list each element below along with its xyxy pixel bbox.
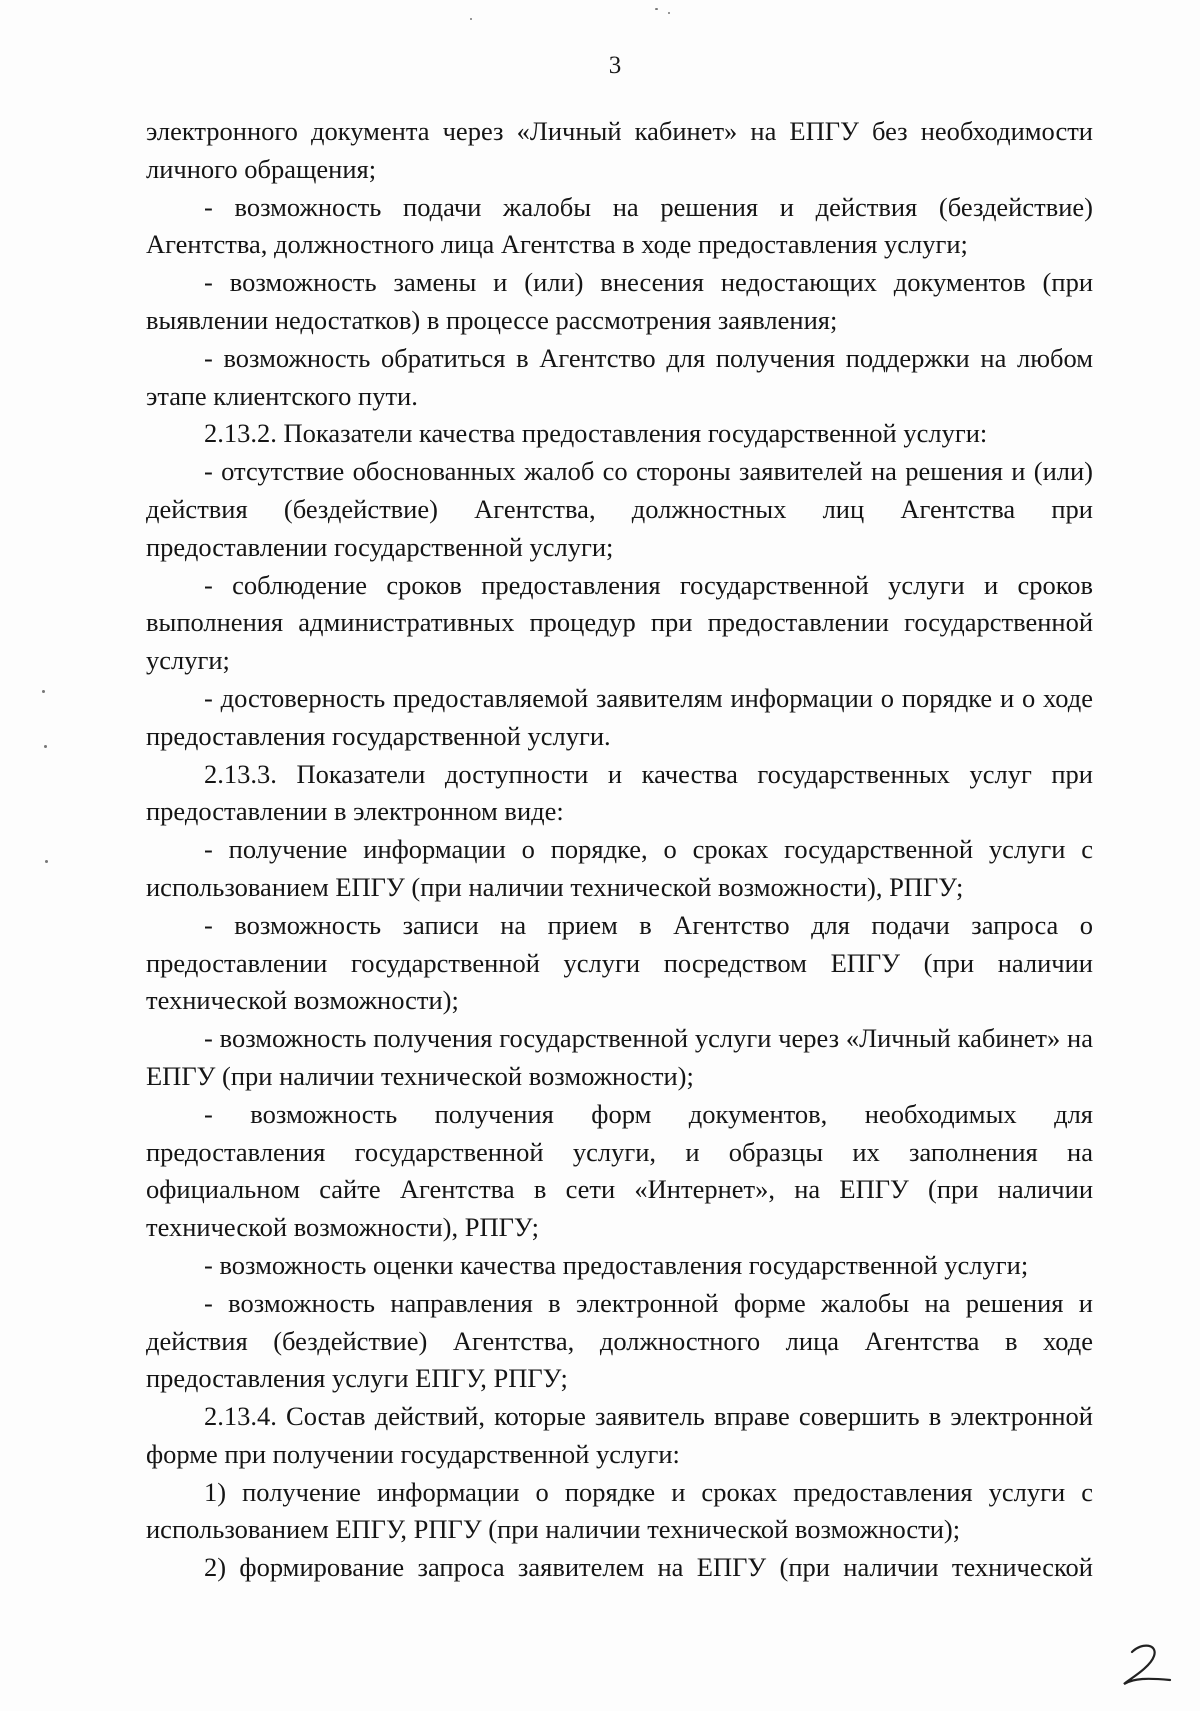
scan-speck — [45, 860, 48, 863]
paragraph: - возможность направления в электронной форме жалобы на решения и действия (бездействие) Агентства, должностного лица Агентства в ходе предоставления услуги ЕПГУ, РПГУ; — [146, 1287, 1093, 1394]
scan-speck — [44, 745, 47, 748]
handwritten-initial — [1118, 1640, 1178, 1690]
paragraph: - соблюдение сроков предоставления государственной услуги и сроков выполнения административных процедур при предоставлении государственной услуги; — [146, 569, 1093, 676]
page-number: 3 — [608, 52, 622, 79]
paragraph: - возможность получения форм документов, необходимых для предоставления государственной услуги, и образцы их заполнения на официальном сайте Агентства в сети «Интернет», на ЕПГУ (при наличии технической возможности), РПГУ; — [146, 1098, 1093, 1243]
paragraph: - получение информации о порядке, о сроках государственной услуги с использованием ЕПГУ (при наличии технической возможности), РПГУ; — [146, 834, 1093, 902]
scan-speck — [668, 12, 670, 14]
paragraph: 1) получение информации о порядке и сроках предоставления услуги с использованием ЕПГУ, РПГУ (при наличии технической возможности); — [146, 1476, 1093, 1545]
scan-speck — [655, 8, 658, 10]
section-heading: 2.13.4. Состав действий, которые заявитель вправе совершить в электронной форме при получении государственной услуги: — [146, 1401, 1093, 1469]
document-body — [146, 113, 1093, 1587]
paragraph: - возможность подачи жалобы на решения и действия (бездействие) Агентства, должностного лица Агентства в ходе предоставления услуги; — [146, 191, 1093, 260]
paragraph: - возможность оценки качества предоставления государственной услуги; — [204, 1249, 1029, 1280]
section-heading: 2.13.2. Показатели качества предоставления государственной услуги: — [204, 418, 988, 449]
scan-speck — [42, 690, 45, 693]
paragraph: - возможность получения государственной услуги через «Личный кабинет» на ЕПГУ (при наличии технической возможности); — [146, 1023, 1093, 1091]
paragraph: - отсутствие обоснованных жалоб со стороны заявителей на решения и (или) действия (бездействие) Агентства, должностных лиц Агентства при предоставлении государственной услуги; — [146, 456, 1093, 562]
section-heading: 2.13.3. Показатели доступности и качества государственных услуг при предоставлении в электронном виде: — [146, 758, 1093, 827]
paragraph: - достоверность предоставляемой заявителям информации о порядке и о ходе предоставления государственной услуги. — [146, 682, 1093, 751]
paragraph: - возможность обратиться в Агентство для получения поддержки на любом этапе клиентского пути. — [146, 342, 1093, 411]
paragraph: - возможность записи на прием в Агентство для подачи запроса о предоставлении государственной услуги посредством ЕПГУ (при наличии технической возможности); — [146, 909, 1093, 1016]
paragraph: электронного документа через «Личный кабинет» на ЕПГУ без необходимости личного обращения; — [146, 116, 1093, 184]
scan-speck — [470, 18, 472, 20]
paragraph: - возможность замены и (или) внесения недостающих документов (при выявлении недостатков) в процессе рассмотрения заявления; — [146, 267, 1093, 335]
paragraph: 2) формирование запроса заявителем на ЕПГУ (при наличии технической — [204, 1552, 1093, 1583]
